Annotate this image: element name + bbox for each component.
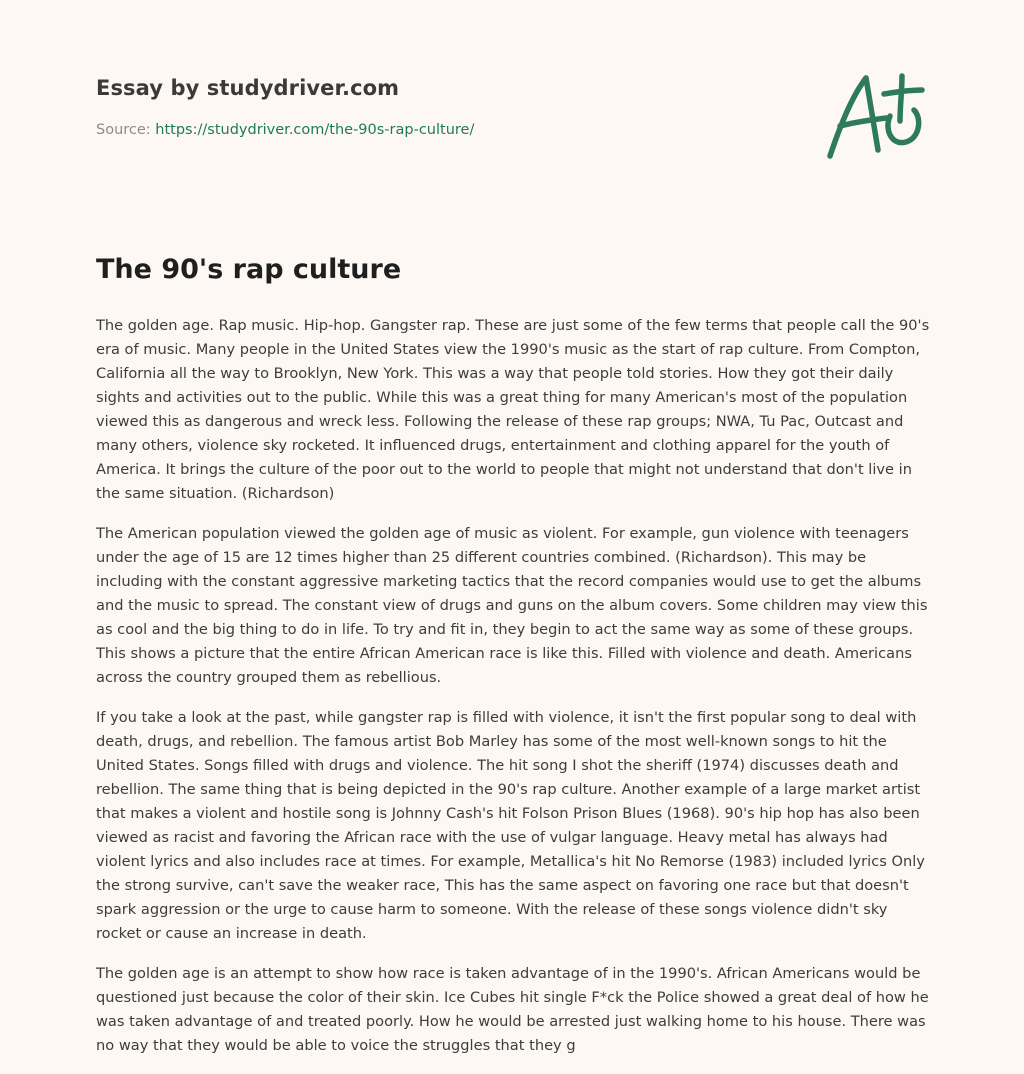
essay-body <box>96 314 932 1074</box>
essay-paragraph: If you take a look at the past, while gangster rap is filled with violence, it isn't the first popular song to deal with death, drugs, and rebellion. The famous artist Bob Marley has some of the most well-known songs to hit the United States. Songs filled with drugs and violence. The hit song I shot the sheriff (1974) discusses death and rebellion. The same thing that is being depicted in the 90's rap culture. Another example of a large market artist that makes a violent and hostile song is Johnny Cash's hit Folson Prison Blues (1968). 90's hip hop has also been viewed as racist and favoring the African race with the use of vulgar language. Heavy metal has always had violent lyrics and also includes race at times. For example, Metallica's hit No Remorse (1983) included lyrics Only the strong survive, can't save the weaker race, This has the same aspect on favoring one race but that doesn't spark aggression or the urge to cause harm to someone. With the release of these songs violence didn't sky rocket or cause an increase in death. <box>96 709 925 942</box>
a-plus-logo-icon <box>820 66 930 166</box>
essay-paragraph: The American population viewed the golden age of music as violent. For example, gun violence with teenagers under the age of 15 are 12 times higher than 25 different countries combined. (Richardson). This may be including with the constant aggressive marketing tactics that the record companies would use to get the albums and the music to spread. The constant view of drugs and guns on the album covers. Some children may view this as cool and the big thing to do in life. To try and fit in, they begin to act the same way as some of these groups. This shows a picture that the entire African American race is like this. Filled with violence and death. Americans across the country grouped them as rebellious. <box>96 525 928 686</box>
essay-paragraph: The golden age is an attempt to show how race is taken advantage of in the 1990's. African Americans would be questioned just because the color of their skin. Ice Cubes hit single F*ck the Police showed a great deal of how he was taken advantage of and treated poorly. How he would be arrested just walking home to his house. There was no way that they would be able to voice the struggles that they g <box>96 965 929 1054</box>
site-title: Essay by studydriver.com <box>96 76 400 100</box>
essay-paragraph: The golden age. Rap music. Hip-hop. Gangster rap. These are just some of the few terms that people call the 90's era of music. Many people in the United States view the 1990's music as the start of rap culture. From Compton, California all the way to Brooklyn, New York. This was a way that people told stories. How they got their daily sights and activities out to the public. While this was a great thing for many American's most of the population viewed this as dangerous and wreck less. Following the release of these rap groups; NWA, Tu Pac, Outcast and many others, violence sky rocketed. It influenced drugs, entertainment and clothing apparel for the youth of America. It brings the culture of the poor out to the world to people that might not understand that don't live in the same situation. (Richardson) <box>96 317 930 502</box>
essay-title: The 90's rap culture <box>96 254 402 285</box>
page-header <box>96 76 796 138</box>
source-link[interactable]: https://studydriver.com/the-90s-rap-culture/ <box>155 122 475 138</box>
source-line <box>96 122 796 138</box>
source-label: Source: <box>96 122 151 138</box>
